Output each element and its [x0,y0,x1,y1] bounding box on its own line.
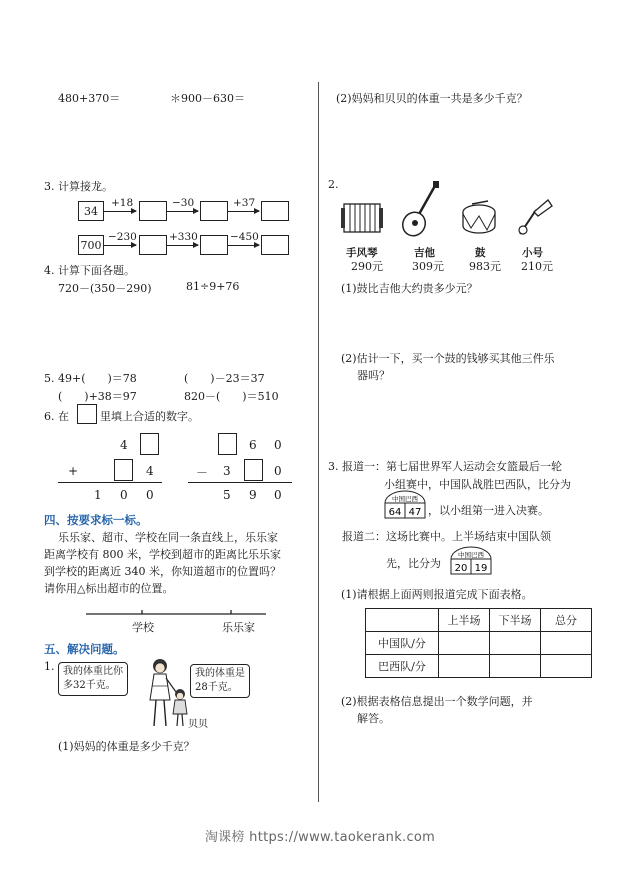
add-rule-line [58,482,162,483]
row-label: 巴西队/分 [366,655,439,678]
section-five-heading: 五、解决问题。 [44,642,125,656]
add-op: + [68,464,79,478]
answer-box[interactable] [244,459,263,481]
q2-sub2-line1: (2)估计一下，买一个鼓的钱够买其他三件乐 [341,352,555,365]
table-row [366,632,592,655]
answer-cell[interactable] [439,655,490,678]
sub-result-t: 9 [249,488,257,502]
instrument-name-trumpet: 小号 [522,247,543,259]
badge-label: 中国巴西 [458,551,484,559]
expr-480-370: 480+370＝ [58,92,121,105]
badge-brazil-score: 47 [408,507,422,518]
sec4-line4: 请你用△标出超市的位置。 [44,582,174,595]
answer-box[interactable] [114,459,133,481]
chain1-op3: +37 [233,197,256,209]
sec5-num: 1. [44,660,55,673]
badge-brazil-score: 19 [474,563,488,574]
label-school: 学校 [132,621,154,634]
sub-bottom-ones: 0 [274,464,282,478]
q6-prefix: 6. 在 [44,410,69,423]
scoreboard-badge-final [384,490,426,520]
q5-d: 820－( )＝510 [184,390,279,403]
q3-line1: 3. 报道一：第七届世界军人运动会女篮最后一轮 [328,460,562,473]
q5-c: ( )+38＝97 [58,390,137,403]
sub-top-ones: 0 [274,438,282,452]
mother-and-child-illustration [140,656,192,734]
answer-cell[interactable] [541,632,592,655]
answer-cell[interactable] [490,632,541,655]
q5-a: 5. 49+( )＝78 [44,372,137,385]
chain1-op1: +18 [111,197,134,209]
q2-sub2-line2: 器吗？ [357,369,390,382]
table-header-cell: 下半场 [490,609,541,632]
sub-bottom-hundreds: 3 [223,464,231,478]
guitar-icon [400,180,442,240]
add-result-o: 0 [146,488,154,502]
table-header-cell [366,609,439,632]
answer-cell[interactable] [490,655,541,678]
instrument-name-drum: 鼓 [475,247,486,259]
sec4-line2: 距离学校有 800 米，学校到超市的距离比乐乐家 [44,548,281,561]
q3-line5: 先，比分为 [386,557,441,570]
kid-name: 贝贝 [188,719,208,730]
badge-label: 中国巴西 [392,495,418,503]
mom-line2: 多32千克。 [63,680,116,691]
sec4-line1: 乐乐家、超市、学校在同一条直线上，乐乐家 [58,531,278,544]
trumpet-icon [514,196,554,240]
chain2-op3: −450 [230,231,259,243]
q3-sub1: (1)请根据上面两则报道完成下面表格。 [341,588,533,601]
sec4-line3: 到学校的距离近 340 米，你知道超市的位置吗？ [44,565,281,578]
chain2-op2: +330 [169,231,198,243]
table-header-cell: 总分 [541,609,592,632]
answer-box[interactable] [261,235,289,255]
q3-sub2-line1: (2)根据表格信息提出一个数学问题，并 [341,695,533,708]
instrument-price-drum: 983元 [469,260,501,273]
arrow [228,211,259,212]
table-header-cell: 上半场 [439,609,490,632]
badge-china-score: 20 [454,563,468,574]
mom-line1: 我的体重比你 [63,666,123,677]
expr-900-630: ＊900－630＝ [170,92,245,105]
sub-op: － [196,466,209,480]
arrow [167,211,198,212]
arrow [167,245,198,246]
q1-sub2: (2)妈妈和贝贝的体重一共是多少千克？ [336,92,528,105]
chain1-op2: −30 [172,197,195,209]
instrument-name-accordion: 手风琴 [346,247,378,259]
sub-result-h: 5 [223,488,231,502]
kid-line1: 我的体重是 [195,668,245,679]
q2-num: 2. [328,178,339,191]
add-result-h: 1 [94,488,102,502]
kid-speech-bubble [190,664,250,698]
instrument-name-guitar: 吉他 [414,247,435,259]
answer-box[interactable] [200,201,228,221]
q3-sub2-line2: 解答。 [357,712,390,725]
add-result-t: 0 [120,488,128,502]
answer-box[interactable] [261,201,289,221]
instrument-price-trumpet: 210元 [521,260,553,273]
q3-title: 3. 计算接龙。 [44,180,113,193]
arrow [104,211,136,212]
kid-line2: 28千克。 [195,682,238,693]
label-home: 乐乐家 [222,621,255,634]
column-divider [318,82,319,802]
answer-box[interactable] [139,201,167,221]
answer-box[interactable] [200,235,228,255]
row-label: 中国队/分 [366,632,439,655]
answer-cell[interactable] [439,632,490,655]
q3-line2: 小组赛中，中国队战胜巴西队，比分为 [384,478,571,491]
chain2-start: 700 [78,235,104,255]
q4-title: 4. 计算下面各题。 [44,264,135,277]
table-row [366,655,592,678]
q3-line4: 报道二：这场比赛中。上半场结束中国队领 [342,530,551,543]
sec5-q1: (1)妈妈的体重是多少千克？ [58,740,195,753]
answer-box[interactable] [218,433,237,455]
drum-icon [458,200,500,236]
q5-b: ( )－23＝37 [184,372,265,385]
q3-line3: ，以小组第一进入决赛。 [428,504,549,517]
instrument-price-guitar: 309元 [412,260,444,273]
sample-box [77,404,97,424]
chain1-start: 34 [78,201,104,221]
answer-cell[interactable] [541,655,592,678]
answer-box[interactable] [139,235,167,255]
sub-rule-line [188,482,292,483]
table-header-row [366,609,592,632]
instrument-price-accordion: 290元 [351,260,383,273]
accordion-icon [340,198,384,238]
q6-suffix: 里填上合适的数字。 [100,410,199,423]
scoreboard-badge-halftime [450,546,492,576]
q4-expr1: 720－(350－290) [58,282,152,295]
answer-box[interactable] [140,433,159,455]
add-top-tens: 4 [120,438,128,452]
q4-expr2: 81÷9+76 [186,280,240,293]
section-four-heading: 四、按要求标一标。 [44,513,148,527]
q2-sub1: (1)鼓比吉他大约贵多少元？ [341,282,478,295]
badge-china-score: 64 [388,507,402,518]
sub-top-tens: 6 [249,438,257,452]
arrow [228,245,259,246]
add-bottom-ones: 4 [146,464,154,478]
footer-watermark: 淘课榜 https://www.taokerank.com [204,830,436,845]
arrow [104,245,136,246]
sub-result-o: 0 [274,488,282,502]
chain2-op1: −230 [108,231,137,243]
mom-speech-bubble [58,662,128,696]
score-table [365,608,592,678]
